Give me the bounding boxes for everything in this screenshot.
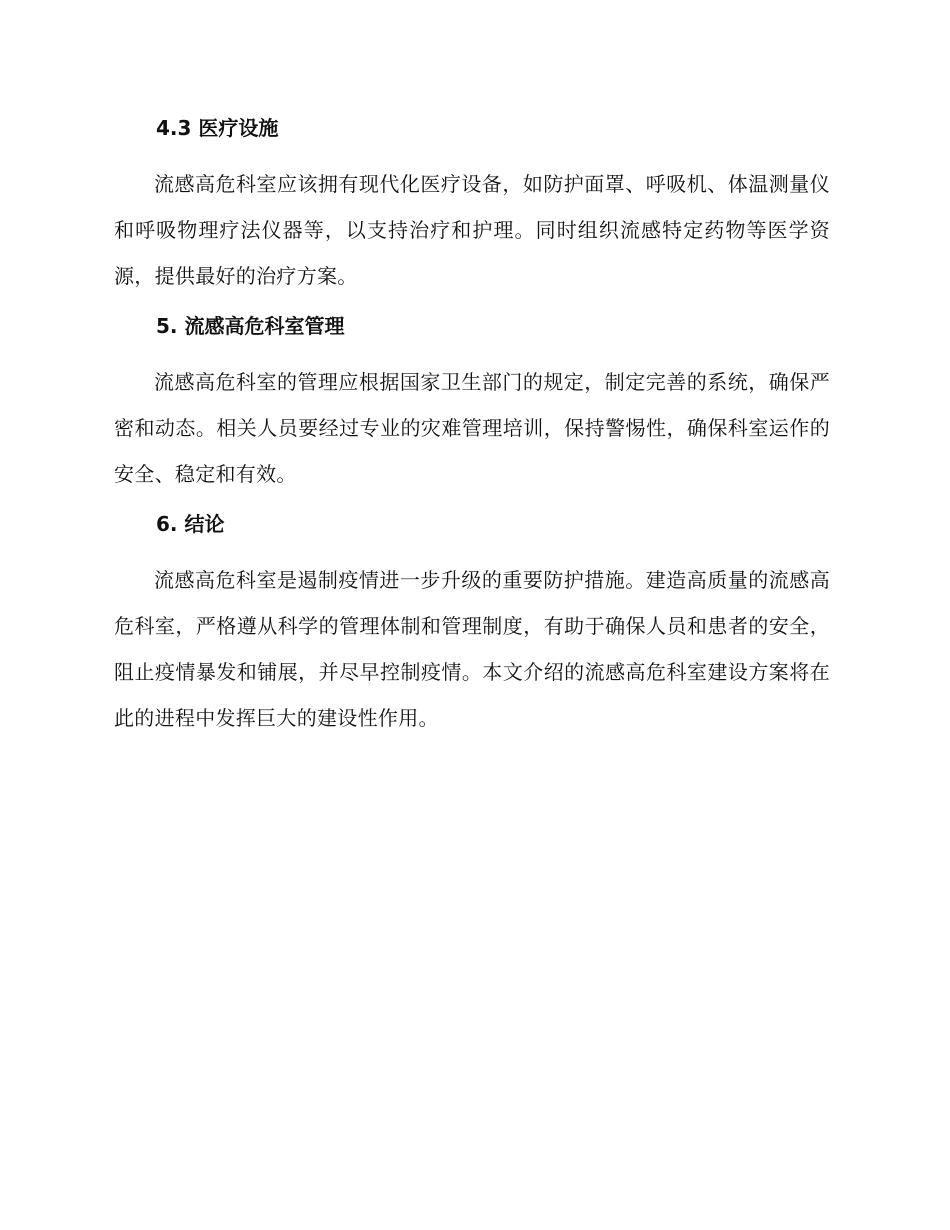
section-paragraph: 流感高危科室是遏制疫情进一步升级的重要防护措施。建造高质量的流感高危科室，严格遵从科学的管理体制和管理制度，有助于确保人员和患者的安全，阻止疫情暴发和铺展，并尽早控制疫情。本文介绍的流感高危科室建设方案将在此的进程中发挥巨大的建设性作用。 (114, 568, 830, 730)
section-paragraph: 流感高危科室应该拥有现代化医疗设备，如防护面罩、呼吸机、体温测量仪和呼吸物理疗法仪器等，以支持治疗和护理。同时组织流感特定药物等医学资源，提供最好的治疗方案。 (114, 172, 830, 288)
document-body (114, 110, 830, 750)
section-heading: 4.3 医疗设施 (156, 116, 279, 140)
section-heading: 5. 流感高危科室管理 (156, 314, 345, 338)
section-medical-facilities (114, 110, 830, 299)
section-conclusion (114, 506, 830, 741)
section-department-management (114, 308, 830, 497)
section-heading: 6. 结论 (156, 512, 225, 536)
section-paragraph: 流感高危科室的管理应根据国家卫生部门的规定，制定完善的系统，确保严密和动态。相关人员要经过专业的灾难管理培训，保持警惕性，确保科室运作的安全、稳定和有效。 (114, 370, 830, 486)
